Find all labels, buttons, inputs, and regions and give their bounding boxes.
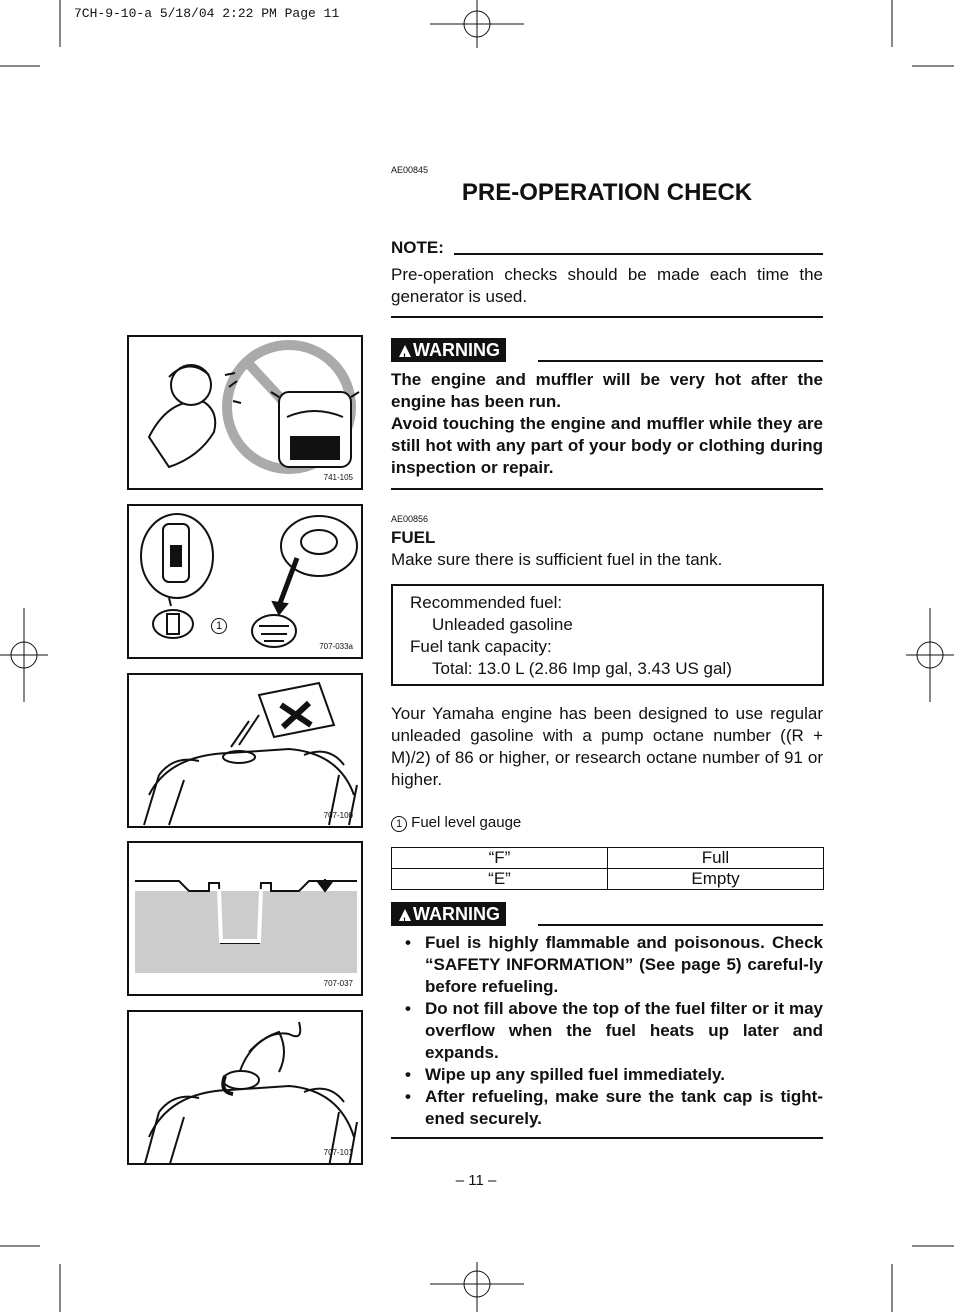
warning2-list — [391, 932, 823, 1130]
warning1-text-a: The engine and muffler will be very hot after the engine has been run. — [391, 370, 823, 411]
figure-code: 707-037 — [323, 979, 353, 988]
page-number: – 11 – — [455, 1172, 497, 1189]
figure-tank-cap — [127, 1010, 363, 1165]
callout-number: 1 — [211, 618, 227, 634]
figure-callout — [211, 616, 227, 634]
refueling-illustration — [129, 675, 363, 828]
warning-badge-2 — [391, 902, 506, 926]
table-row — [392, 848, 824, 869]
recommended-fuel-label: Recommended fuel: — [410, 593, 563, 612]
figure-hot-muffler — [127, 335, 363, 490]
warning-label: WARNING — [413, 904, 500, 924]
gauge-meaning: Full — [608, 848, 824, 869]
warning-badge-1 — [391, 338, 506, 362]
fuel-heading: FUEL — [391, 528, 436, 547]
fuel-code: AE00856 — [391, 514, 429, 524]
list-item: • After refueling, make sure the tank cap is tight-ened securely. — [391, 1086, 823, 1130]
list-item: • Wipe up any spilled fuel immediately. — [391, 1064, 823, 1086]
figure-code: 707-100 — [323, 811, 353, 820]
callout-legend — [391, 814, 521, 832]
tank-cap-illustration — [129, 1012, 363, 1165]
callout-text: Fuel level gauge — [411, 814, 522, 831]
fuel-gauge-illustration — [129, 506, 363, 659]
fuel-gauge-table — [391, 847, 824, 890]
warning1-end-rule — [391, 488, 823, 490]
warning1-rule — [538, 360, 823, 362]
warning2-end-rule — [391, 1137, 823, 1139]
print-header: 7CH-9-10-a 5/18/04 2:22 PM Page 11 — [74, 6, 340, 21]
gauge-meaning: Empty — [608, 869, 824, 890]
warning2-rule — [538, 924, 823, 926]
fuel-intro: Make sure there is sufficient fuel in the tank. — [391, 550, 723, 569]
section-code: AE00845 — [391, 165, 429, 175]
hot-muffler-illustration — [129, 337, 363, 490]
fuel-filter-illustration — [129, 843, 363, 996]
warning-triangle-icon — [399, 345, 411, 357]
tank-capacity-value: Total: 13.0 L (2.86 Imp gal, 3.43 US gal) — [432, 659, 732, 678]
warning1-text-b: Avoid touching the engine and muffler while they are still hot with any part of your body or clothing during inspection or repair. — [391, 414, 823, 477]
figure-code: 741-105 — [323, 473, 353, 482]
gauge-mark: “E” — [392, 869, 608, 890]
figure-code: 707-033a — [319, 642, 353, 651]
list-item: • Do not fill above the top of the fuel filter or it may overflow when the fuel heats up later and expands. — [391, 998, 823, 1064]
fuel-spec-box — [391, 584, 824, 686]
note-text: Pre-operation checks should be made each time the generator is used. — [391, 265, 823, 306]
figure-refueling — [127, 673, 363, 828]
figure-fuel-filter — [127, 841, 363, 996]
recommended-fuel-value: Unleaded gasoline — [432, 615, 573, 634]
gauge-mark: “F” — [392, 848, 608, 869]
figure-code: 707-101 — [323, 1148, 353, 1157]
page-title: PRE-OPERATION CHECK — [461, 179, 753, 206]
octane-text: Your Yamaha engine has been designed to use regular unleaded gasoline with a pump octane number ((R + M)/2) of 86 or higher, or research octane number of 91 or higher. — [391, 704, 823, 789]
figure-fuel-gauge — [127, 504, 363, 659]
list-item: • Fuel is highly flammable and poisonous. Check “SAFETY INFORMATION” (See page 5) careful-ly before refueling. — [391, 932, 823, 998]
table-row — [392, 869, 824, 890]
note-label: NOTE: — [391, 238, 444, 257]
warning-label: WARNING — [413, 340, 500, 360]
callout-number: 1 — [391, 816, 407, 832]
note-end-rule — [391, 316, 823, 318]
tank-capacity-label: Fuel tank capacity: — [410, 637, 552, 656]
warning-triangle-icon — [399, 909, 411, 921]
note-rule — [454, 253, 823, 255]
